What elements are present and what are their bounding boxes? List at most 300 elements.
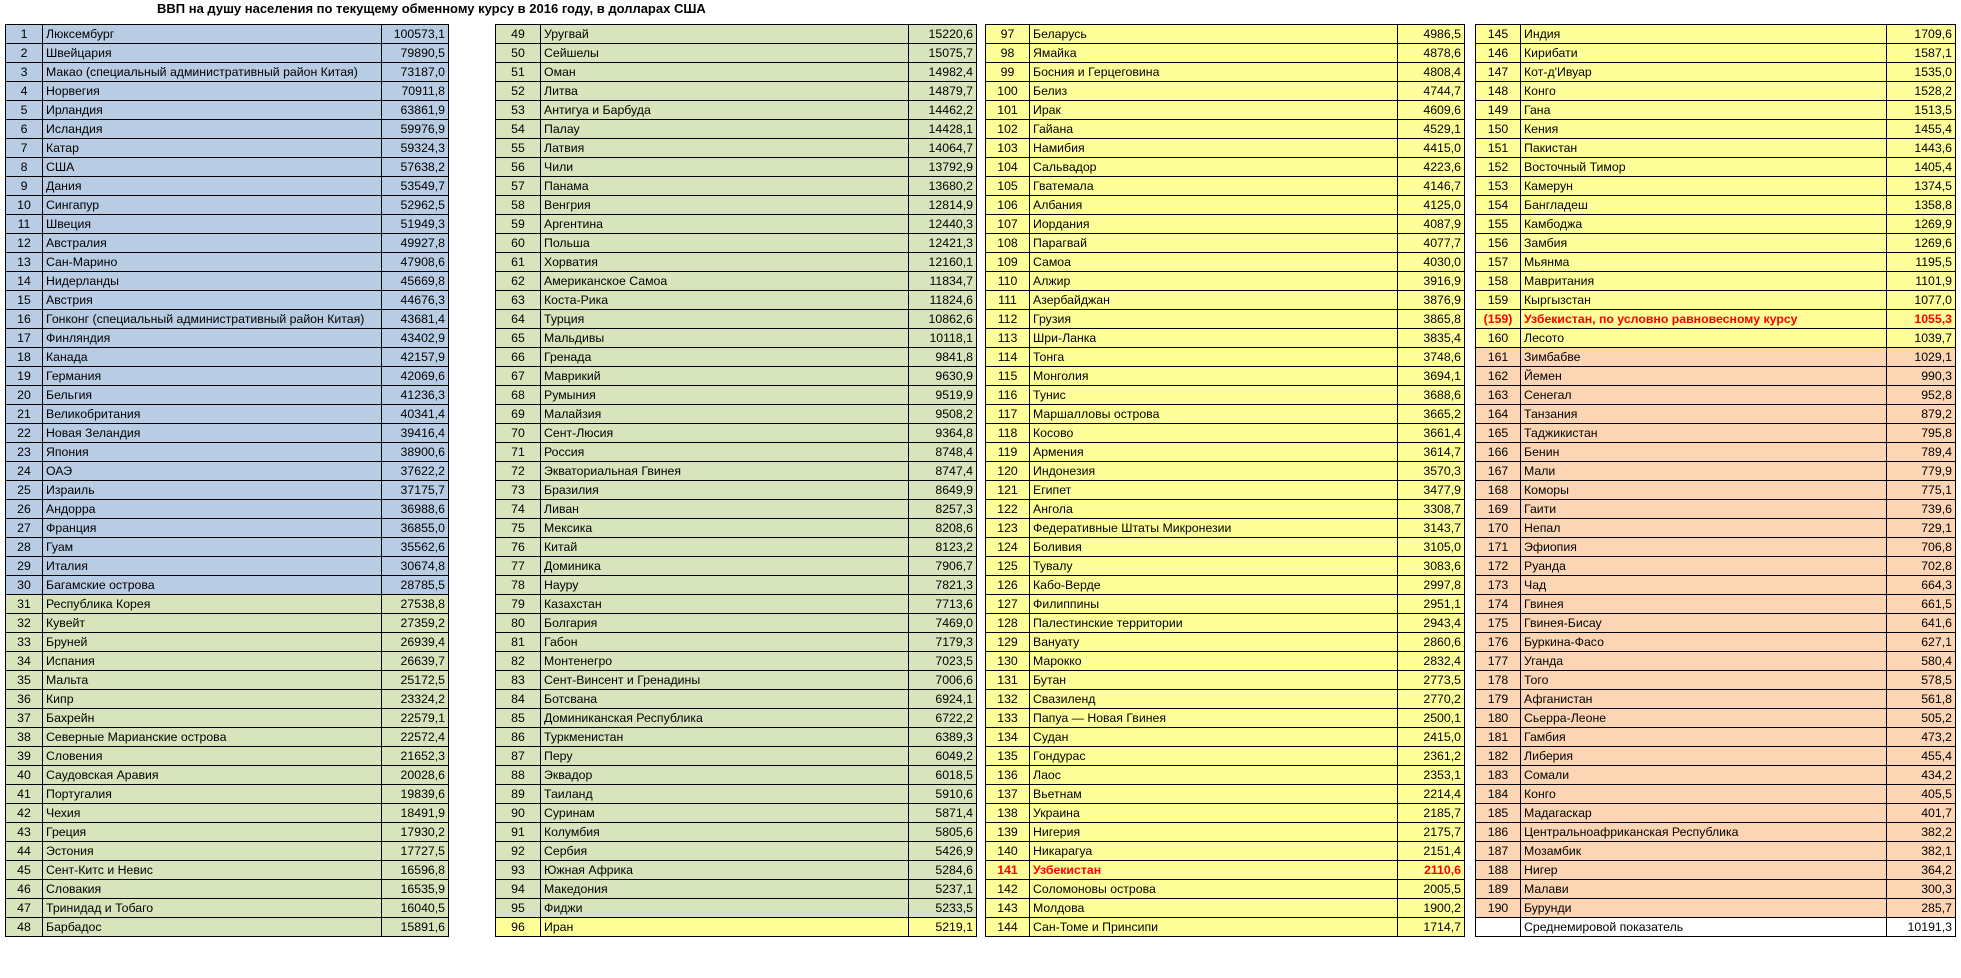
gdp-value-cell: 9630,9 (909, 367, 977, 386)
gdp-value-cell: 12421,3 (909, 234, 977, 253)
country-cell: Маврикий (541, 367, 909, 386)
table-row (496, 177, 977, 196)
country-cell: Конго (1521, 82, 1887, 101)
table-row (496, 82, 977, 101)
gdp-value-cell: 2860,6 (1398, 633, 1465, 652)
rank-cell: 128 (986, 614, 1030, 633)
country-cell: Япония (43, 443, 382, 462)
country-cell: Бахрейн (43, 709, 382, 728)
table-row (986, 462, 1465, 481)
gdp-value-cell: 578,5 (1887, 671, 1956, 690)
table-row (1476, 196, 1956, 215)
rank-cell: 84 (496, 690, 541, 709)
rank-cell: 67 (496, 367, 541, 386)
table-row (6, 101, 449, 120)
rank-cell: 29 (6, 557, 43, 576)
rank-cell: 145 (1476, 25, 1521, 44)
table-row (496, 861, 977, 880)
table-row (6, 405, 449, 424)
country-cell: Антигуа и Барбуда (541, 101, 909, 120)
country-cell: Камбоджа (1521, 215, 1887, 234)
table-row (496, 899, 977, 918)
gdp-value-cell: 7006,6 (909, 671, 977, 690)
rank-cell: 95 (496, 899, 541, 918)
gdp-value-cell: 4744,7 (1398, 82, 1465, 101)
table-row (6, 880, 449, 899)
country-cell: Чили (541, 158, 909, 177)
gdp-value-cell: 14428,1 (909, 120, 977, 139)
rank-cell: 91 (496, 823, 541, 842)
table-row (1476, 785, 1956, 804)
gdp-value-cell: 6018,5 (909, 766, 977, 785)
table-row (496, 196, 977, 215)
rank-cell: 3 (6, 63, 43, 82)
table-row (986, 234, 1465, 253)
country-cell: Малави (1521, 880, 1887, 899)
rank-cell: 25 (6, 481, 43, 500)
rank-cell: 118 (986, 424, 1030, 443)
gdp-value-cell: 3665,2 (1398, 405, 1465, 424)
country-cell: Дания (43, 177, 382, 196)
table-row (986, 728, 1465, 747)
country-cell: Папуа — Новая Гвинея (1030, 709, 1398, 728)
gdp-value-cell: 990,3 (1887, 367, 1956, 386)
gdp-value-cell: 2005,5 (1398, 880, 1465, 899)
gdp-value-cell: 3835,4 (1398, 329, 1465, 348)
table-row (986, 785, 1465, 804)
rank-cell: 143 (986, 899, 1030, 918)
table-row (496, 215, 977, 234)
country-cell: Нигер (1521, 861, 1887, 880)
gdp-value-cell: 1528,2 (1887, 82, 1956, 101)
rank-cell: 5 (6, 101, 43, 120)
country-cell: Бенин (1521, 443, 1887, 462)
table-row (6, 215, 449, 234)
rank-cell: 40 (6, 766, 43, 785)
rank-cell: 56 (496, 158, 541, 177)
rank-cell: 114 (986, 348, 1030, 367)
gdp-value-cell: 7179,3 (909, 633, 977, 652)
gdp-value-cell: 38900,6 (382, 443, 449, 462)
table-row (6, 614, 449, 633)
country-cell: Кот-д'Ивуар (1521, 63, 1887, 82)
gdp-value-cell: 100573,1 (382, 25, 449, 44)
table-row (6, 823, 449, 842)
gdp-value-cell: 22579,1 (382, 709, 449, 728)
gdp-value-cell: 739,6 (1887, 500, 1956, 519)
gdp-value-cell: 1077,0 (1887, 291, 1956, 310)
rank-cell: 37 (6, 709, 43, 728)
country-cell: Сомали (1521, 766, 1887, 785)
rank-cell: 165 (1476, 424, 1521, 443)
country-cell: Тувалу (1030, 557, 1398, 576)
table-row (986, 82, 1465, 101)
gdp-value-cell: 5426,9 (909, 842, 977, 861)
rank-cell: 6 (6, 120, 43, 139)
table-column-3 (985, 24, 1465, 937)
rank-cell: 78 (496, 576, 541, 595)
gdp-value-cell: 729,1 (1887, 519, 1956, 538)
country-cell: Великобритания (43, 405, 382, 424)
country-cell: Индия (1521, 25, 1887, 44)
table-row (6, 633, 449, 652)
rank-cell: 22 (6, 424, 43, 443)
table-row (6, 500, 449, 519)
country-cell: Тонга (1030, 348, 1398, 367)
country-cell: Коморы (1521, 481, 1887, 500)
gdp-value-cell: 41236,3 (382, 386, 449, 405)
table-row (496, 481, 977, 500)
table-row (986, 918, 1465, 937)
country-cell: Либерия (1521, 747, 1887, 766)
gdp-value-cell: 35562,6 (382, 538, 449, 557)
table-row (1476, 329, 1956, 348)
table-row (496, 519, 977, 538)
table-row (986, 557, 1465, 576)
country-cell: Узбекистан, по условно равновесному курсу (1521, 310, 1887, 329)
table-row (986, 424, 1465, 443)
country-cell: Казахстан (541, 595, 909, 614)
rank-cell: 11 (6, 215, 43, 234)
gdp-value-cell: 2175,7 (1398, 823, 1465, 842)
rank-cell: 45 (6, 861, 43, 880)
gdp-value-cell: 2361,2 (1398, 747, 1465, 766)
country-cell: Испания (43, 652, 382, 671)
country-cell: Мали (1521, 462, 1887, 481)
gdp-value-cell: 4529,1 (1398, 120, 1465, 139)
rank-cell: 20 (6, 386, 43, 405)
table-row (6, 367, 449, 386)
gdp-value-cell: 11834,7 (909, 272, 977, 291)
rank-cell: 1 (6, 25, 43, 44)
gdp-value-cell: 14982,4 (909, 63, 977, 82)
rank-cell: 110 (986, 272, 1030, 291)
table-row (986, 158, 1465, 177)
table-row (1476, 804, 1956, 823)
gdp-value-cell: 16596,8 (382, 861, 449, 880)
gdp-value-cell: 401,7 (1887, 804, 1956, 823)
rank-cell: 75 (496, 519, 541, 538)
rank-cell: 76 (496, 538, 541, 557)
country-cell: Мавритания (1521, 272, 1887, 291)
gdp-value-cell: 14064,7 (909, 139, 977, 158)
country-cell: Ирландия (43, 101, 382, 120)
rank-cell: 160 (1476, 329, 1521, 348)
table-row (6, 462, 449, 481)
gdp-value-cell: 3916,9 (1398, 272, 1465, 291)
rank-cell: 172 (1476, 557, 1521, 576)
rank-cell: 97 (986, 25, 1030, 44)
gdp-value-cell: 1587,1 (1887, 44, 1956, 63)
rank-cell: 24 (6, 462, 43, 481)
country-cell: Марокко (1030, 652, 1398, 671)
rank-cell: 7 (6, 139, 43, 158)
table-row (6, 177, 449, 196)
table-row (986, 386, 1465, 405)
country-cell: Буркина-Фасо (1521, 633, 1887, 652)
rank-cell: 102 (986, 120, 1030, 139)
country-cell: Ливан (541, 500, 909, 519)
country-cell: Уругвай (541, 25, 909, 44)
gdp-value-cell: 3876,9 (1398, 291, 1465, 310)
rank-cell: 31 (6, 595, 43, 614)
gdp-value-cell: 627,1 (1887, 633, 1956, 652)
gdp-value-cell: 36988,6 (382, 500, 449, 519)
rank-cell: 120 (986, 462, 1030, 481)
country-cell: Венгрия (541, 196, 909, 215)
country-cell: Гонконг (специальный административный район Китая) (43, 310, 382, 329)
table-row (6, 234, 449, 253)
rank-cell: 177 (1476, 652, 1521, 671)
gdp-value-cell: 53549,7 (382, 177, 449, 196)
country-cell: Среднемировой показатель (1521, 918, 1887, 937)
country-cell: Кения (1521, 120, 1887, 139)
rank-cell: 68 (496, 386, 541, 405)
table-row (6, 842, 449, 861)
rank-cell: 71 (496, 443, 541, 462)
table-row (496, 823, 977, 842)
rank-cell: 117 (986, 405, 1030, 424)
gdp-value-cell: 10862,6 (909, 310, 977, 329)
country-cell: Катар (43, 139, 382, 158)
country-cell: Боливия (1030, 538, 1398, 557)
gdp-value-cell: 2500,1 (1398, 709, 1465, 728)
table-row (6, 918, 449, 937)
rank-cell: 163 (1476, 386, 1521, 405)
gdp-value-cell: 1358,8 (1887, 196, 1956, 215)
table-row (496, 234, 977, 253)
gdp-value-cell: 3083,6 (1398, 557, 1465, 576)
table-row (1476, 101, 1956, 120)
gdp-value-cell: 16040,5 (382, 899, 449, 918)
gdp-value-cell: 17930,2 (382, 823, 449, 842)
gdp-value-cell: 879,2 (1887, 405, 1956, 424)
country-cell: Швейцария (43, 44, 382, 63)
rank-cell: 132 (986, 690, 1030, 709)
table-row (496, 63, 977, 82)
country-cell: Иордания (1030, 215, 1398, 234)
country-cell: Вьетнам (1030, 785, 1398, 804)
table-row (496, 747, 977, 766)
country-cell: Мадагаскар (1521, 804, 1887, 823)
gdp-value-cell: 1443,6 (1887, 139, 1956, 158)
country-cell: Бутан (1030, 671, 1398, 690)
country-cell: Мексика (541, 519, 909, 538)
country-cell: Габон (541, 633, 909, 652)
country-cell: Туркменистан (541, 728, 909, 747)
country-cell: Гвинея-Бисау (1521, 614, 1887, 633)
gdp-value-cell: 12160,1 (909, 253, 977, 272)
table-row (6, 82, 449, 101)
country-cell: Перу (541, 747, 909, 766)
gdp-value-cell: 505,2 (1887, 709, 1956, 728)
gdp-value-cell: 8208,6 (909, 519, 977, 538)
table-row (1476, 519, 1956, 538)
rank-cell: 159 (1476, 291, 1521, 310)
gdp-value-cell: 1195,5 (1887, 253, 1956, 272)
gdp-value-cell: 8123,2 (909, 538, 977, 557)
rank-cell: 153 (1476, 177, 1521, 196)
table-row (1476, 481, 1956, 500)
rank-cell: 46 (6, 880, 43, 899)
rank-cell: 10 (6, 196, 43, 215)
rank-cell: 141 (986, 861, 1030, 880)
table-row (6, 329, 449, 348)
rank-cell: 77 (496, 557, 541, 576)
rank-cell: 190 (1476, 899, 1521, 918)
rank-cell: 82 (496, 652, 541, 671)
rank-cell: 152 (1476, 158, 1521, 177)
table-row (6, 386, 449, 405)
country-cell: Лесото (1521, 329, 1887, 348)
table-row (496, 310, 977, 329)
country-cell: Сан-Марино (43, 253, 382, 272)
table-row (1476, 652, 1956, 671)
country-cell: Кирибати (1521, 44, 1887, 63)
rank-cell: 176 (1476, 633, 1521, 652)
country-cell: Сент-Винсент и Гренадины (541, 671, 909, 690)
table-row (496, 918, 977, 937)
table-row (496, 538, 977, 557)
table-row (496, 120, 977, 139)
table-row (986, 671, 1465, 690)
gdp-value-cell: 40341,4 (382, 405, 449, 424)
country-cell: Гана (1521, 101, 1887, 120)
table-row (986, 310, 1465, 329)
gdp-value-cell: 1374,5 (1887, 177, 1956, 196)
gdp-value-cell: 6722,2 (909, 709, 977, 728)
country-cell: Того (1521, 671, 1887, 690)
rank-cell: 181 (1476, 728, 1521, 747)
rank-cell: 151 (1476, 139, 1521, 158)
gdp-value-cell: 2832,4 (1398, 652, 1465, 671)
country-cell: Исландия (43, 120, 382, 139)
table-row (1476, 576, 1956, 595)
country-cell: Бразилия (541, 481, 909, 500)
rank-cell: 54 (496, 120, 541, 139)
table-row (1476, 424, 1956, 443)
rank-cell: 51 (496, 63, 541, 82)
table-row (1476, 823, 1956, 842)
gdp-value-cell: 43681,4 (382, 310, 449, 329)
country-cell: Словакия (43, 880, 382, 899)
rank-cell: 162 (1476, 367, 1521, 386)
table-row (496, 880, 977, 899)
table-row (1476, 82, 1956, 101)
gdp-value-cell: 4146,7 (1398, 177, 1465, 196)
country-cell: Гватемала (1030, 177, 1398, 196)
rank-cell: 140 (986, 842, 1030, 861)
table-row (496, 424, 977, 443)
rank-cell: 57 (496, 177, 541, 196)
country-cell: Азербайджан (1030, 291, 1398, 310)
table-row (6, 785, 449, 804)
country-cell: Сан-Томе и Принсипи (1030, 918, 1398, 937)
gdp-value-cell: 15075,7 (909, 44, 977, 63)
country-cell: Гамбия (1521, 728, 1887, 747)
table-row (496, 557, 977, 576)
gdp-value-cell: 5233,5 (909, 899, 977, 918)
rank-cell: 167 (1476, 462, 1521, 481)
table-row (986, 443, 1465, 462)
gdp-value-cell: 28785,5 (382, 576, 449, 595)
rank-cell: 53 (496, 101, 541, 120)
gdp-value-cell: 26639,7 (382, 652, 449, 671)
table-row (6, 310, 449, 329)
rank-cell: 43 (6, 823, 43, 842)
rank-cell (1476, 918, 1521, 937)
gdp-value-cell: 5237,1 (909, 880, 977, 899)
table-row (6, 709, 449, 728)
gdp-value-cell: 9364,8 (909, 424, 977, 443)
gdp-value-cell: 4878,6 (1398, 44, 1465, 63)
country-cell: Мальдивы (541, 329, 909, 348)
rank-cell: 149 (1476, 101, 1521, 120)
country-cell: Сенегал (1521, 386, 1887, 405)
rank-cell: 33 (6, 633, 43, 652)
rank-cell: 112 (986, 310, 1030, 329)
gdp-value-cell: 17727,5 (382, 842, 449, 861)
country-cell: Тринидад и Тобаго (43, 899, 382, 918)
table-row (496, 766, 977, 785)
country-cell: Норвегия (43, 82, 382, 101)
rank-cell: 42 (6, 804, 43, 823)
rank-cell: 126 (986, 576, 1030, 595)
table-row (986, 500, 1465, 519)
gdp-value-cell: 11824,6 (909, 291, 977, 310)
gdp-value-cell: 23324,2 (382, 690, 449, 709)
country-cell: Россия (541, 443, 909, 462)
country-cell: Коста-Рика (541, 291, 909, 310)
country-cell: Албания (1030, 196, 1398, 215)
country-cell: Болгария (541, 614, 909, 633)
rank-cell: 142 (986, 880, 1030, 899)
country-cell: Бурунди (1521, 899, 1887, 918)
gdp-value-cell: 952,8 (1887, 386, 1956, 405)
rank-cell: 90 (496, 804, 541, 823)
country-cell: Пакистан (1521, 139, 1887, 158)
gdp-value-cell: 1513,5 (1887, 101, 1956, 120)
country-cell: Федеративные Штаты Микронезии (1030, 519, 1398, 538)
gdp-value-cell: 2770,2 (1398, 690, 1465, 709)
rank-cell: 99 (986, 63, 1030, 82)
table-row (6, 443, 449, 462)
rank-cell: 17 (6, 329, 43, 348)
country-cell: Гренада (541, 348, 909, 367)
rank-cell: 182 (1476, 747, 1521, 766)
gdp-value-cell: 59976,9 (382, 120, 449, 139)
country-cell: Палау (541, 120, 909, 139)
table-row (6, 120, 449, 139)
country-cell: Шри-Ланка (1030, 329, 1398, 348)
table-row (1476, 234, 1956, 253)
rank-cell: 59 (496, 215, 541, 234)
gdp-value-cell: 59324,3 (382, 139, 449, 158)
gdp-value-cell: 7821,3 (909, 576, 977, 595)
country-cell: Индонезия (1030, 462, 1398, 481)
gdp-value-cell: 664,3 (1887, 576, 1956, 595)
country-cell: Кувейт (43, 614, 382, 633)
country-cell: Американское Самоа (541, 272, 909, 291)
rank-cell: 93 (496, 861, 541, 880)
gdp-value-cell: 12814,9 (909, 196, 977, 215)
table-row (1476, 367, 1956, 386)
country-cell: Экваториальная Гвинея (541, 462, 909, 481)
table-row (986, 25, 1465, 44)
table-row (6, 519, 449, 538)
table-row (1476, 614, 1956, 633)
rank-cell: 157 (1476, 253, 1521, 272)
